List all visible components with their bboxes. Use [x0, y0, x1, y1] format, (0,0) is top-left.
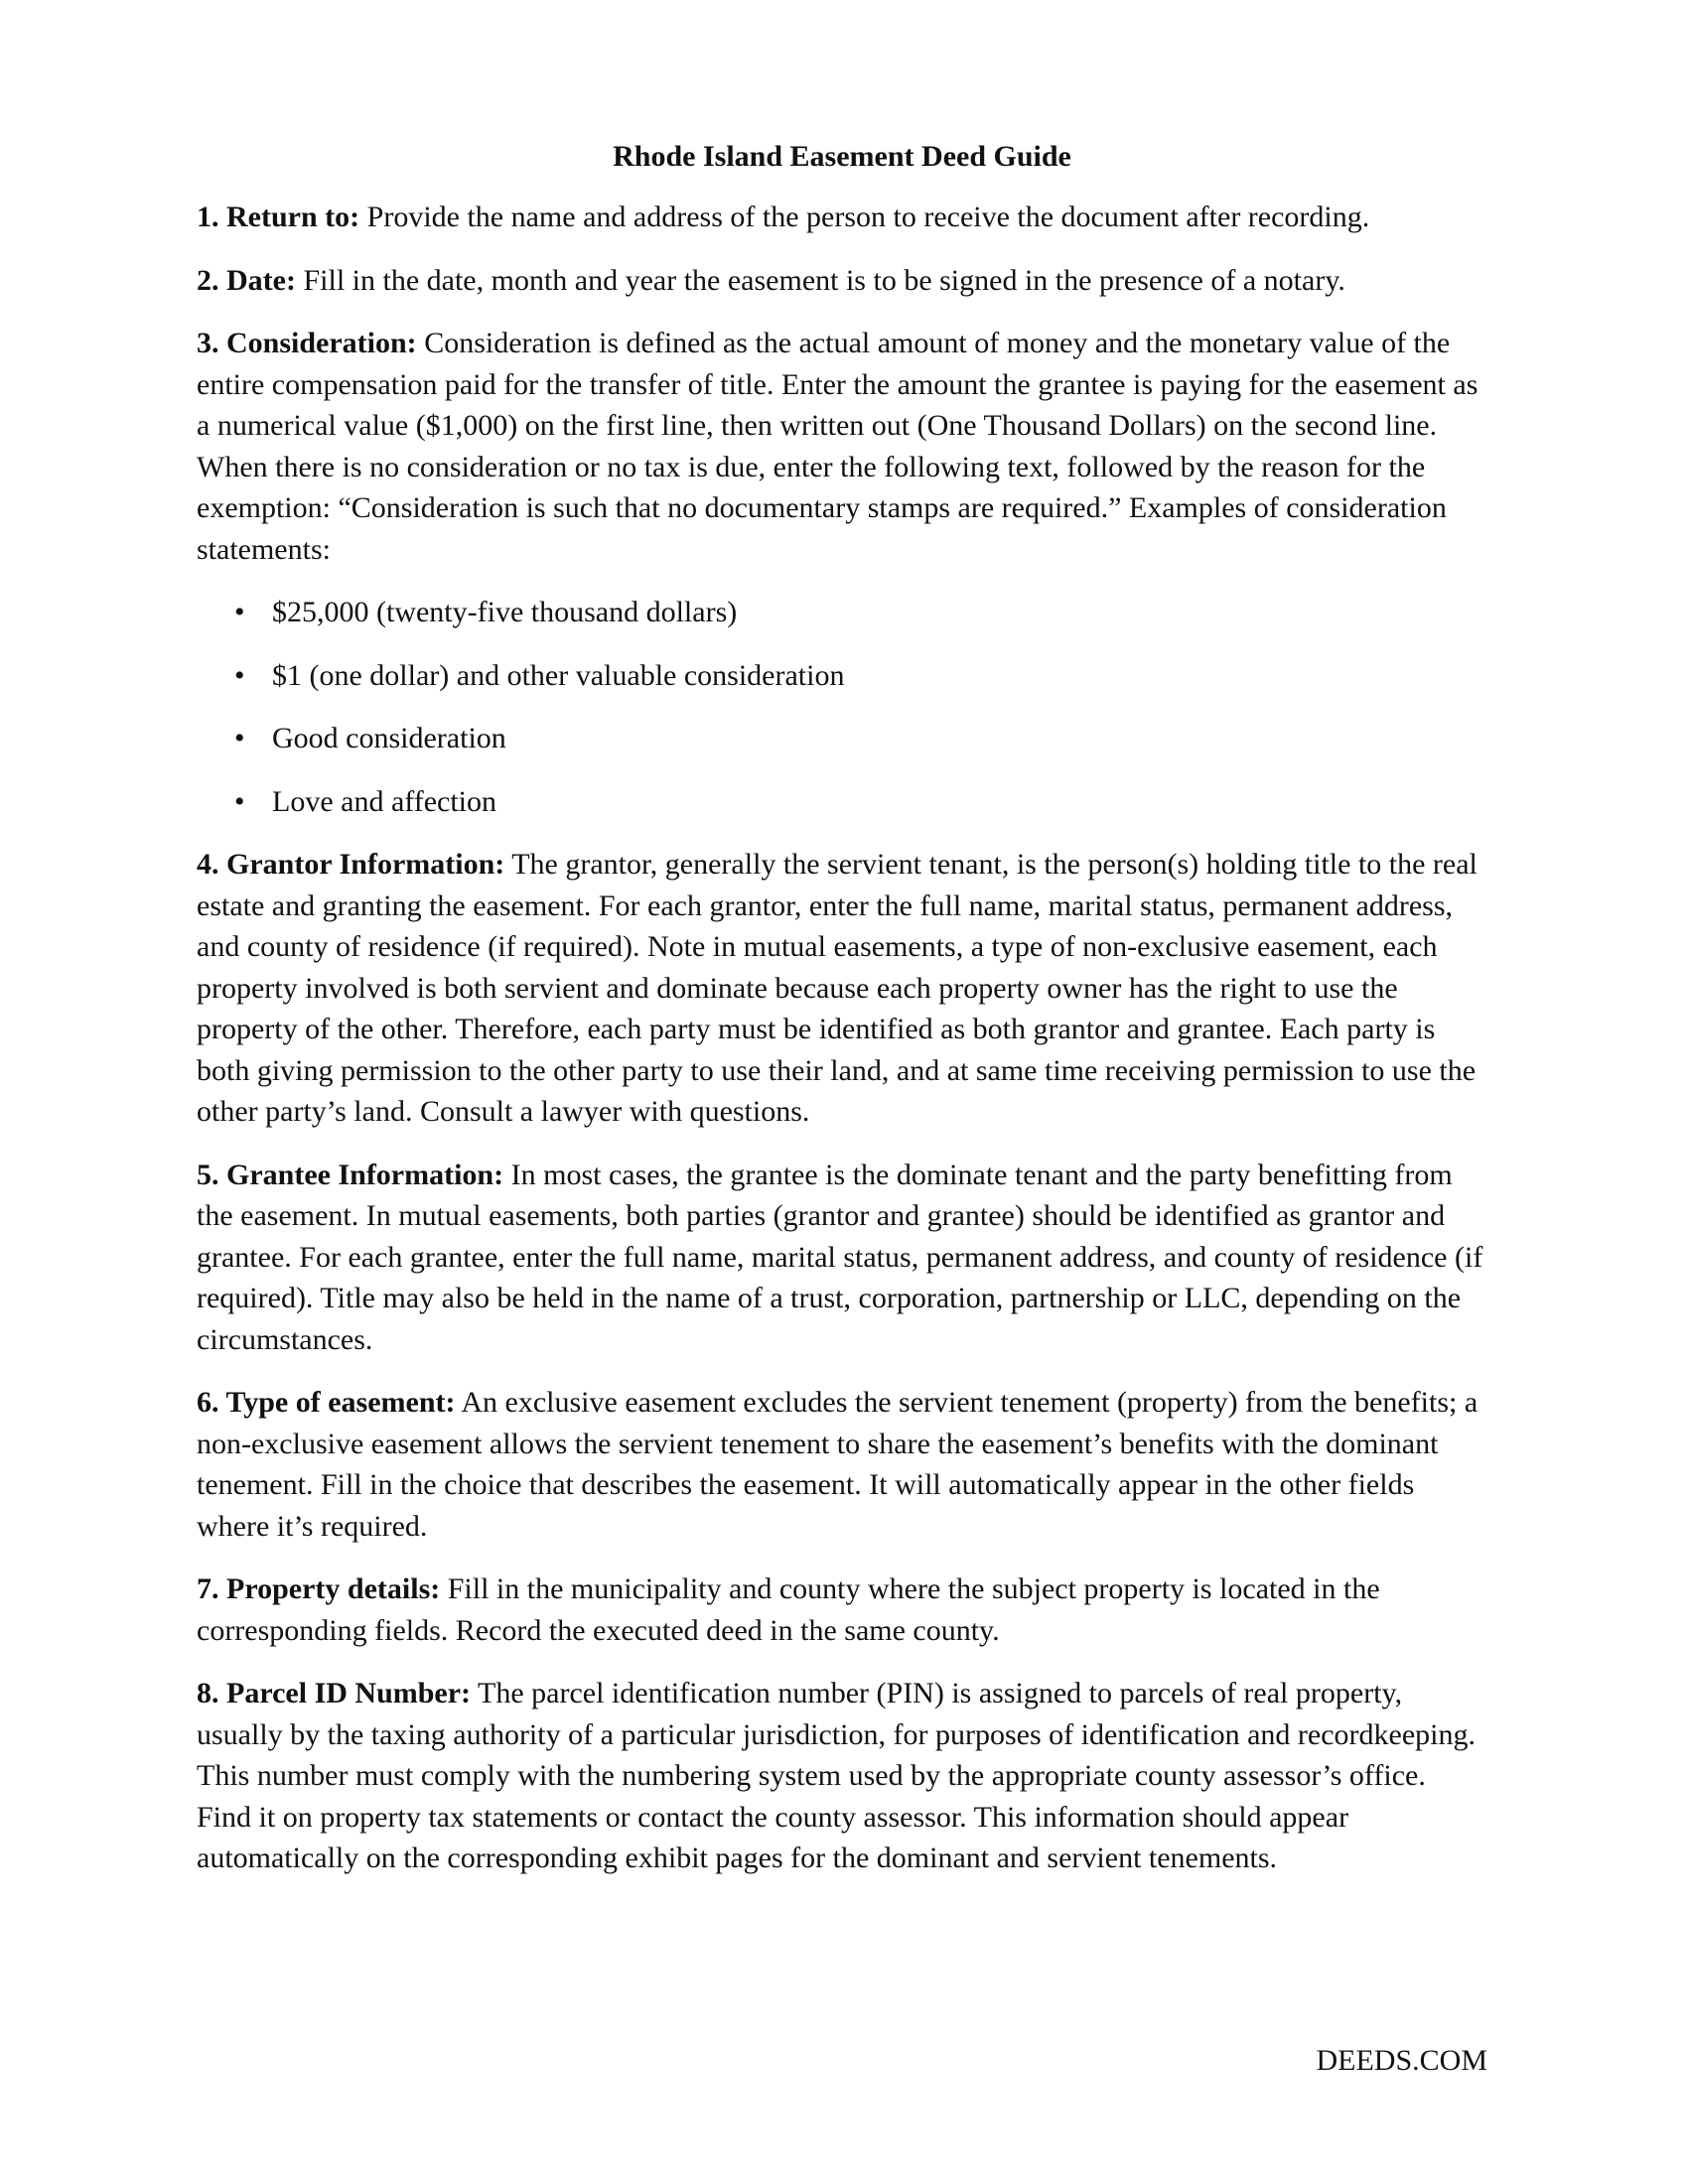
section-label: 5. Grantee Information:: [197, 1158, 504, 1191]
section-text: Fill in the municipality and county where the subject property is located in the corresponding fields. Record the executed deed in the same county.: [197, 1572, 1380, 1647]
section-label: 3. Consideration:: [197, 327, 417, 359]
list-item-text: Good consideration: [272, 722, 506, 754]
section-grantor-information: [197, 844, 1487, 1133]
list-item-text: $1 (one dollar) and other valuable consideration: [272, 658, 845, 692]
section-text: Consideration is defined as the actual amount of money and the monetary value of the entire compensation paid for the transfer of title. Enter the amount the grantee is paying for the easement as a numerical value ($1,000) on the first line, then written out (One Thousand Dollars) on the second line. When there is no consideration or no tax is due, enter the following text, followed by the reason for the exemption: “Consideration is such that no documentary stamps are required.” Examples of consideration statements:: [197, 327, 1478, 566]
document-title: Rhode Island Easement Deed Guide: [613, 140, 1071, 173]
section-return-to: [197, 197, 1487, 238]
list-item: [197, 718, 1487, 759]
list-item: [197, 592, 1487, 633]
bullet-icon: •: [234, 658, 245, 692]
section-date: [197, 260, 1487, 302]
list-item: [197, 655, 1487, 697]
consideration-examples-list: [197, 592, 1487, 822]
section-label: 8. Parcel ID Number:: [197, 1677, 472, 1709]
footer-brand: DEEDS.COM: [1316, 2044, 1487, 2077]
section-parcel-id-number: [197, 1673, 1487, 1879]
section-property-details: [197, 1569, 1487, 1651]
section-type-of-easement: [197, 1382, 1487, 1547]
section-grantee-information: [197, 1155, 1487, 1361]
section-text: The grantor, generally the servient tenant, is the person(s) holding title to the real estate and granting the easement. For each grantor, enter the full name, marital status, permanent address, and county of residence (if required). Note in mutual easements, a type of non-exclusive easement, each property involved is both servient and dominate because each property owner has the right to use the property of the other. Therefore, each party must be identified as both grantor and grantee. Each party is both giving permission to the other party to use their land, and at same time receiving permission to use the other party’s land. Consult a lawyer with questions.: [197, 848, 1477, 1128]
list-item-text: $25,000 (twenty-five thousand dollars): [272, 596, 738, 628]
section-consideration: [197, 323, 1487, 570]
section-label: 2. Date:: [197, 263, 296, 297]
section-label: 4. Grantor Information:: [197, 848, 505, 881]
bullet-icon: •: [234, 596, 245, 628]
section-label: 7. Property details:: [197, 1572, 441, 1605]
document-page: [197, 137, 1487, 1901]
bullet-icon: •: [234, 722, 245, 754]
section-label: 1. Return to:: [197, 201, 360, 233]
section-text: Fill in the date, month and year the easement is to be signed in the presence of a notary.: [295, 263, 1345, 297]
section-label: 6. Type of easement:: [197, 1386, 456, 1419]
list-item-text: Love and affection: [272, 784, 497, 818]
bullet-icon: •: [234, 784, 245, 818]
section-text: An exclusive easement excludes the servient tenement (property) from the benefits; a non-exclusive easement allows the servient tenement to share the easement’s benefits with the dominant tenement. Fill in the choice that describes the easement. It will automatically appear in the other fields where it’s required.: [197, 1386, 1478, 1543]
section-text: Provide the name and address of the person to receive the document after recording.: [359, 201, 1370, 233]
list-item: [197, 781, 1487, 823]
section-text: In most cases, the grantee is the dominate tenant and the party benefitting from the easement. In mutual easements, both parties (grantor and grantee) should be identified as grantor and grantee. For each grantee, enter the full name, marital status, permanent address, and county of residence (if required). Title may also be held in the name of a trust, corporation, partnership or LLC, depending on the circumstances.: [197, 1158, 1483, 1356]
section-text: The parcel identification number (PIN) is assigned to parcels of real property, usually by the taxing authority of a particular jurisdiction, for purposes of identification and recordkeeping. This number must comply with the numbering system used by the appropriate county assessor’s office. Find it on property tax statements or contact the county assessor. This information should appear automatically on the corresponding exhibit pages for the dominant and servient tenements.: [197, 1677, 1476, 1874]
